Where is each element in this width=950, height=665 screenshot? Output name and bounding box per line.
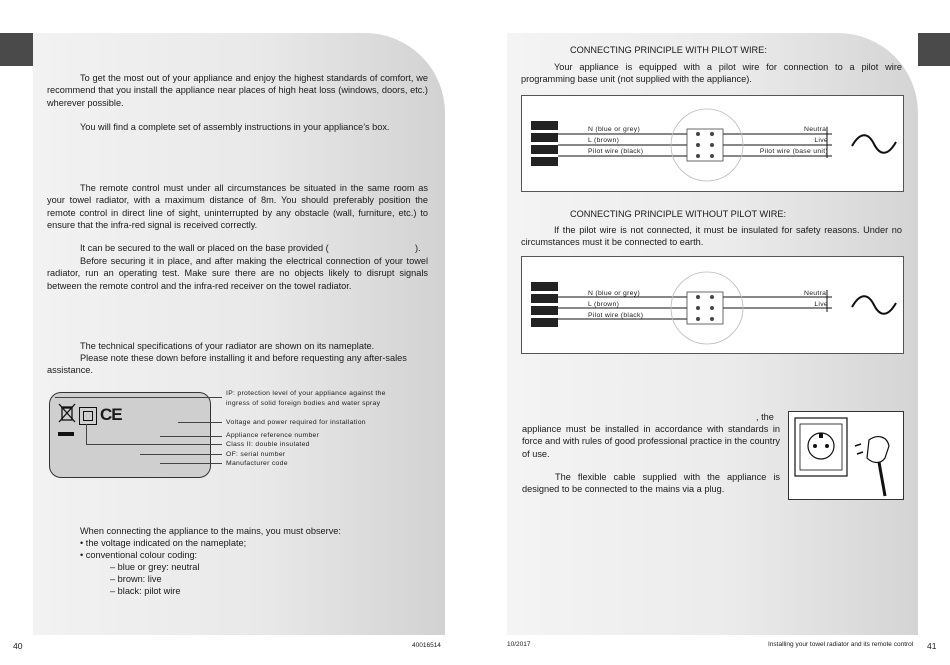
label-ip-2: ingress of solid foreign bodies and water spray: [226, 400, 381, 407]
leader-reference: [160, 436, 222, 437]
socket-plug-illustration: [788, 411, 904, 500]
d1-label-pilot: Pilot wire (black): [588, 148, 644, 155]
leader-voltage: [178, 422, 222, 423]
crossed-bin-icon: [58, 403, 76, 425]
mains-bullet-colour: • conventional colour coding:: [80, 550, 198, 560]
document-date: 10/2017: [507, 641, 531, 648]
intro-paragraph: To get the most out of your appliance and enjoy the highest standards of comfort, we recommend that you install the appliance near places of high heat loss (windows, doors, etc.) wherever possible.: [47, 73, 428, 108]
d2-label-live: Live: [814, 301, 828, 308]
page-number-right: 41: [927, 641, 937, 651]
standards-paragraph: appliance must be installed in accordance with standards in force and with rules of good professional practice in the country of use.: [522, 424, 780, 459]
class-ii-icon: [79, 407, 97, 425]
colour-live: – brown: live: [110, 574, 162, 584]
assembly-paragraph: You will find a complete set of assembly instructions in your appliance’s box.: [80, 122, 390, 132]
d1-label-n: N (blue or grey): [588, 126, 641, 133]
standards-text-start: , the: [756, 412, 774, 422]
d1-label-l: L (brown): [588, 137, 620, 144]
flexible-cable-paragraph: The flexible cable supplied with the appliance is designed to be connected to the mains via a plug.: [522, 472, 780, 495]
label-class-ii: Class II: double insulated: [226, 441, 310, 448]
securing-text-end: ).: [415, 243, 421, 253]
ce-mark: CE: [100, 405, 122, 424]
right-page-tab: [918, 33, 950, 66]
leader-class-ii-v: [86, 424, 87, 444]
document-code: 40016514: [412, 642, 441, 649]
footer-title: Installing your towel radiator and its remote control: [768, 641, 914, 648]
no-pilot-wire-paragraph: If the pilot wire is not connected, it must be insulated for safety reasons. Under no circumstances must it be connected to earth.: [521, 225, 902, 248]
remote-control-paragraph: The remote control must under all circumstances be situated in the same room as your towel radiator, with a maximum distance of 8m. You should preferably position the remote control in direct line of sight, uninterrupted by any obstacle (wall, furniture, etc.) to ensure that the infra-red signal is received correctly.: [47, 183, 428, 230]
label-ip-1: IP: protection level of your appliance against the: [226, 390, 386, 397]
nameplate-paragraph: The technical specifications of your radiator are shown on its nameplate.: [80, 341, 375, 351]
leader-ip: [55, 397, 222, 398]
d2-label-pilot: Pilot wire (black): [588, 312, 644, 319]
label-manufacturer: Manufacturer code: [226, 460, 288, 467]
heading-without-pilot-wire: CONNECTING PRINCIPLE WITHOUT PILOT WIRE:: [570, 209, 787, 219]
label-reference: Appliance reference number: [226, 432, 320, 439]
bin-underline: [58, 432, 74, 436]
note-paragraph: Please note these down before installing it and before requesting any after-sales assistance.: [47, 353, 407, 376]
colour-neutral: – blue or grey: neutral: [110, 562, 200, 572]
d2-label-n: N (blue or grey): [588, 290, 641, 297]
heading-with-pilot-wire: CONNECTING PRINCIPLE WITH PILOT WIRE:: [570, 45, 767, 55]
operating-test-paragraph: Before securing it in place, and after making the electrical connection of your towel radiator, run an operating test. Make sure there are no objects likely to disrupt signals between the remote control and the infra-red receiver on the towel radiator.: [47, 256, 428, 291]
label-voltage: Voltage and power required for installation: [226, 419, 366, 426]
pilot-wire-paragraph: Your appliance is equipped with a pilot wire for connection to a pilot wire programming base unit (not supplied with the appliance).: [521, 62, 902, 85]
leader-manufacturer: [160, 463, 222, 464]
left-page-tab: [0, 33, 33, 66]
d2-label-l: L (brown): [588, 301, 620, 308]
mains-bullet-voltage: • the voltage indicated on the nameplate;: [80, 538, 247, 548]
leader-serial: [140, 454, 222, 455]
leader-class-ii: [86, 444, 222, 445]
d1-label-neutral: Neutral: [803, 126, 828, 133]
page-number-left: 40: [13, 641, 23, 651]
label-serial: OF: serial number: [226, 451, 286, 458]
securing-text: It can be secured to the wall or placed on the base provided (: [80, 243, 329, 253]
d1-label-live: Live: [814, 137, 828, 144]
d1-label-pilot-base: Pilot wire (base unit): [759, 148, 828, 155]
d2-label-neutral: Neutral: [803, 290, 828, 297]
colour-pilot: – black: pilot wire: [110, 586, 181, 596]
mains-intro: When connecting the appliance to the mains, you must observe:: [80, 526, 341, 536]
